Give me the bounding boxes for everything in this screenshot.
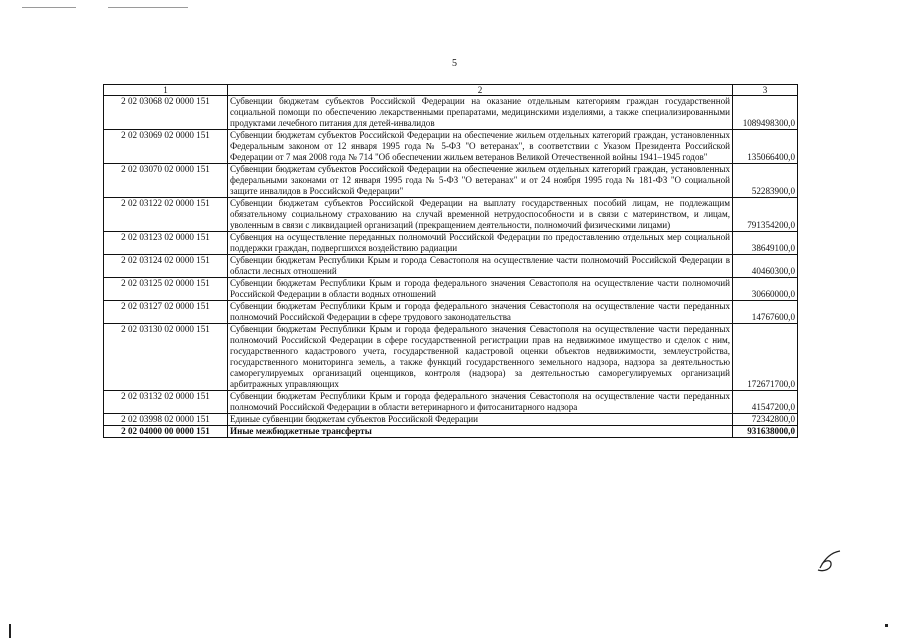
description-cell: Субвенции бюджетам субъектов Российской Федерации на обеспечение жильем отдельных категорий граждан, установленных федеральными законами от 12 января 1995 года № 5-ФЗ "О ветеранах" и от 24 ноября 1995 года № 181-ФЗ "О социальной защите инвалидов в Российской Федерации": [228, 164, 733, 198]
budget-code-cell: 2 02 03123 02 0000 151: [104, 232, 228, 255]
table-row: [104, 164, 798, 198]
description-cell: Субвенции бюджетам субъектов Российской Федерации на оказание отдельным категориям граждан государственной социальной помощи по обеспечению лекарственными препаратами, медицинскими изделиями, а также специализированными продуктами лечебного питания для детей-инвалидов: [228, 96, 733, 130]
amount-cell: 41547200,0: [733, 391, 798, 414]
table-row: [104, 426, 798, 438]
amount-cell: 72342800,0: [733, 414, 798, 426]
description-cell: Субвенции бюджетам субъектов Российской Федерации на обеспечение жильем отдельных категорий граждан, установленных Федеральным законом от 12 января 1995 года № 5-ФЗ "О ветеранах", в соответствии с Указом Президента Российской Федерации от 7 мая 2008 года № 714 "Об обеспечении жильем ветеранов Великой Отечественной войны 1941–1945 годов": [228, 130, 733, 164]
budget-code-cell: 2 02 03070 02 0000 151: [104, 164, 228, 198]
column-header-2: 2: [228, 85, 733, 96]
column-header-3: 3: [733, 85, 798, 96]
description-cell: Субвенции бюджетам Республики Крым и города федерального значения Севастополя на осуществление части переданных полномочий Российской Федерации в сфере трудового законодательства: [228, 301, 733, 324]
description-cell: Субвенции бюджетам Республики Крым и города федерального значения Севастополя на осуществление части полномочий Российской Федерации в области водных отношений: [228, 278, 733, 301]
description-cell: Иные межбюджетные трансферты: [228, 426, 733, 438]
budget-code-cell: 2 02 03130 02 0000 151: [104, 324, 228, 391]
budget-code-cell: 2 02 03124 02 0000 151: [104, 255, 228, 278]
handwritten-initial-mark: [812, 548, 846, 574]
amount-cell: 172671700,0: [733, 324, 798, 391]
amount-cell: 14767600,0: [733, 301, 798, 324]
table-row: [104, 232, 798, 255]
budget-code-cell: 2 02 03069 02 0000 151: [104, 130, 228, 164]
page-number: 5: [452, 58, 457, 69]
table-row: [104, 324, 798, 391]
budget-code-cell: 2 02 03125 02 0000 151: [104, 278, 228, 301]
description-cell: Субвенция на осуществление переданных полномочий Российской Федерации по предоставлению отдельных мер социальной поддержки граждан, подвергшихся воздействию радиации: [228, 232, 733, 255]
column-header-1: 1: [104, 85, 228, 96]
description-cell: Субвенции бюджетам Республики Крым и города федерального значения Севастополя на осуществление части переданных полномочий Российской Федерации в области ветеринарного и фитосанитарного надзора: [228, 391, 733, 414]
header-rule-left: [22, 7, 76, 8]
description-cell: Единые субвенции бюджетам субъектов Российской Федерации: [228, 414, 733, 426]
table-row: [104, 130, 798, 164]
budget-table: [103, 84, 798, 438]
amount-cell: 135066400,0: [733, 130, 798, 164]
amount-cell: 52283900,0: [733, 164, 798, 198]
left-margin-mark: [9, 624, 11, 638]
amount-cell: 1089498300,0: [733, 96, 798, 130]
table-body: [104, 96, 798, 438]
table-row: [104, 278, 798, 301]
budget-code-cell: 2 02 03127 02 0000 151: [104, 301, 228, 324]
amount-cell: 40460300,0: [733, 255, 798, 278]
corner-mark: [885, 624, 888, 627]
table-row: [104, 198, 798, 232]
table-header-row: [104, 85, 798, 96]
budget-code-cell: 2 02 03122 02 0000 151: [104, 198, 228, 232]
table-row: [104, 391, 798, 414]
description-cell: Субвенции бюджетам Республики Крым и города федерального значения Севастополя на осуществление части переданных полномочий Российской Федерации в сфере государственной регистрации прав на недвижимое имущество и сделок с ним, государственного кадастрового учета, государственной кадастровой оценки объектов недвижимости, землеустройства, государственного мониторинга земель, а также функций государственного земельного надзора, надзора за деятельностью саморегулируемых организаций оценщиков, контроля (надзора) за деятельностью саморегулируемых организаций арбитражных управляющих: [228, 324, 733, 391]
table-row: [104, 255, 798, 278]
table-row: [104, 414, 798, 426]
amount-cell: 931638000,0: [733, 426, 798, 438]
amount-cell: 30660000,0: [733, 278, 798, 301]
budget-code-cell: 2 02 04000 00 0000 151: [104, 426, 228, 438]
table-row: [104, 96, 798, 130]
budget-code-cell: 2 02 03068 02 0000 151: [104, 96, 228, 130]
description-cell: Субвенции бюджетам Республики Крым и города Севастополя на осуществление части полномочий Российской Федерации в области лесных отношений: [228, 255, 733, 278]
table-row: [104, 301, 798, 324]
amount-cell: 38649100,0: [733, 232, 798, 255]
header-rule-right: [108, 7, 188, 8]
description-cell: Субвенции бюджетам субъектов Российской Федерации на выплату государственных пособий лицам, не подлежащим обязательному социальному страхованию на случай временной нетрудоспособности и в связи с материнством, и лицам, уволенным в связи с ликвидацией организаций (прекращением деятельности, полномочий физическими лицами): [228, 198, 733, 232]
budget-code-cell: 2 02 03132 02 0000 151: [104, 391, 228, 414]
amount-cell: 791354200,0: [733, 198, 798, 232]
budget-code-cell: 2 02 03998 02 0000 151: [104, 414, 228, 426]
